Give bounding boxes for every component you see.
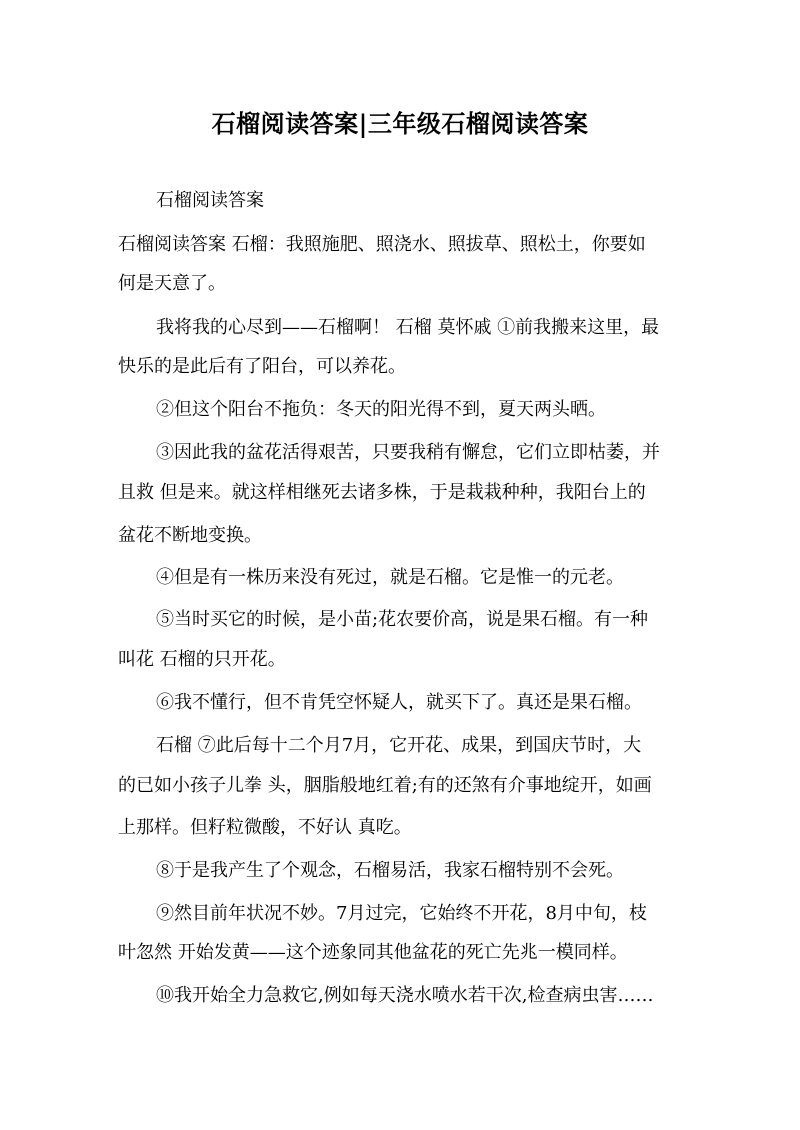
- paragraph-line: 石榴 ⑦此后每十二个月7月，它开花、成果，到国庆节时，大: [156, 735, 642, 756]
- paragraph-line: ⑩我开始全力急救它,例如每天浇水喷水若干次,检查病虫害……: [156, 985, 654, 1006]
- paragraph-line: 的已如小孩子儿拳 头，胭脂般地红着;有的还煞有介事地绽开，如画: [118, 775, 652, 796]
- paragraph-line: ⑤当时买它的时候，是小苗;花农要价高，说是果石榴。有一种: [156, 609, 649, 630]
- paragraph-line: 石榴阅读答案: [156, 190, 264, 211]
- paragraph-line: ⑧于是我产生了个观念，石榴易活，我家石榴特别不会死。: [156, 860, 624, 881]
- paragraph-line: 何是天意了。: [118, 273, 226, 294]
- paragraph-line: ⑥我不懂行，但不肯凭空怀疑人，就买下了。真还是果石榴。: [156, 692, 642, 713]
- paragraph-line: 快乐的是此后有了阳台，可以养花。: [118, 356, 406, 377]
- paragraph-line: 叶忽然 开始发黄——这个迹象同其他盆花的死亡先兆一模同样。: [118, 942, 628, 963]
- paragraph-line: ③因此我的盆花活得艰苦，只要我稍有懈怠，它们立即枯萎，并: [156, 442, 660, 463]
- paragraph-line: ②但这个阳台不拖负：冬天的阳光得不到，夏天两头晒。: [156, 399, 606, 420]
- paragraph-line: 盆花不断地变换。: [118, 525, 262, 546]
- paragraph-line: 叫花 石榴的只开花。: [118, 649, 286, 670]
- paragraph-line: 且救 但是来。就这样相继死去诸多株，于是栽栽种种，我阳台上的: [118, 482, 646, 503]
- paragraph-line: ⑨然目前年状况不妙。7月过完，它始终不开花，8月中旬，枝: [156, 903, 647, 924]
- paragraph-line: 我将我的心尽到——石榴啊！ 石榴 莫怀戚 ①前我搬来这里，最: [156, 317, 660, 338]
- document-title: 石榴阅读答案|三年级石榴阅读答案: [211, 109, 589, 138]
- paragraph-line: 石榴阅读答案 石榴：我照施肥、照浇水、照拔草、照松土，你要如: [118, 234, 646, 255]
- paragraph-line: ④但是有一株历来没有死过，就是石榴。它是惟一的元老。: [156, 567, 624, 588]
- paragraph-line: 上那样。但籽粒微酸，不好认 真吃。: [118, 817, 412, 838]
